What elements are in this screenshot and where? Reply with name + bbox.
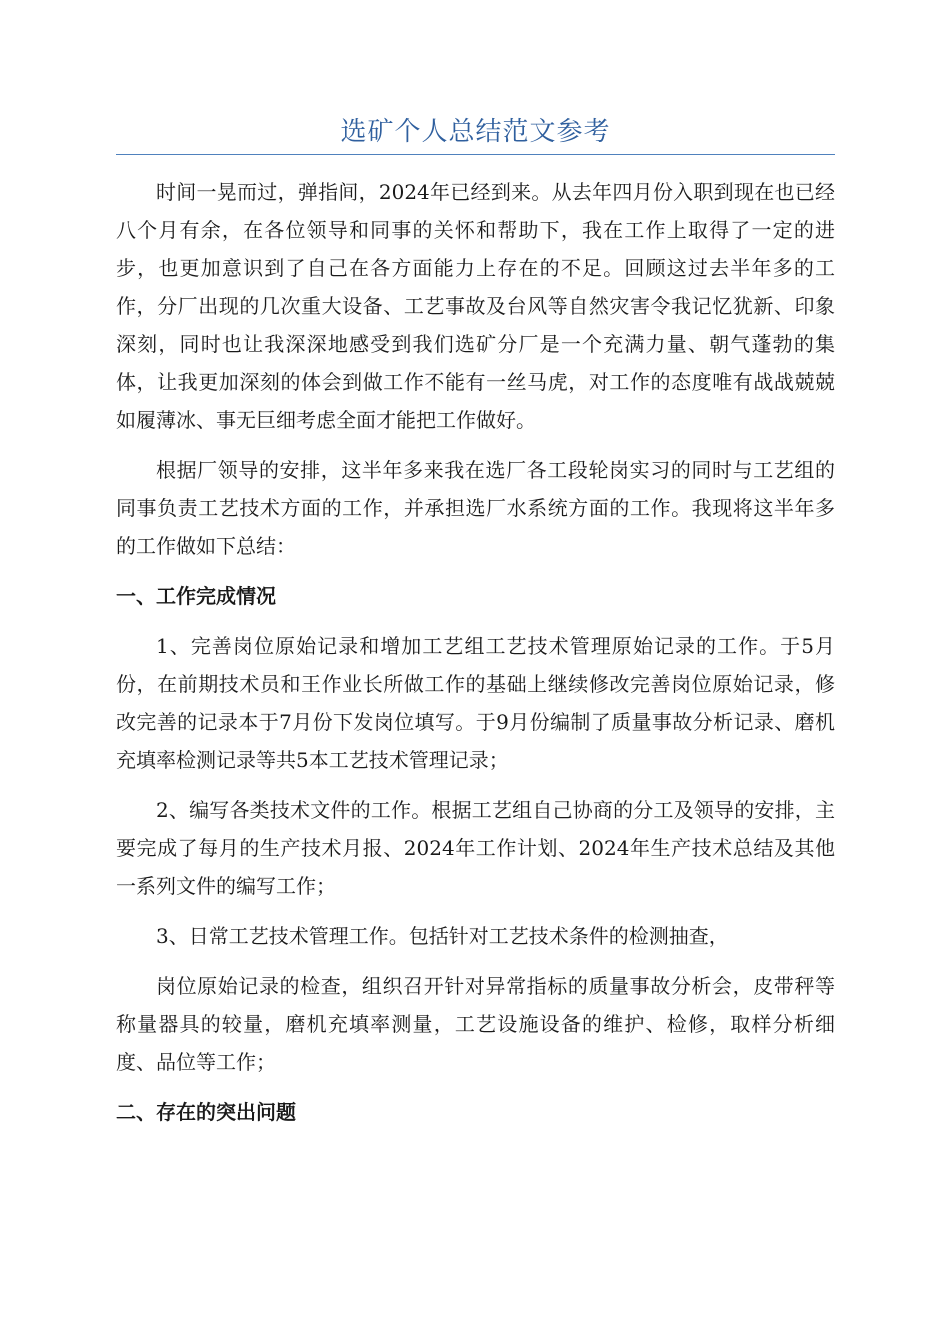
section-heading-problems: 二、存在的突出问题 (116, 1100, 296, 1124)
paragraph-arrangement: 根据厂领导的安排，这半年多来我在选厂各工段轮岗实习的同时与工艺组的同事负责工艺技术方面的工作，并承担选厂水系统方面的工作。我现将这半年多的工作做如下总结： (116, 458, 835, 558)
paragraph-item-2: 2、编写各类技术文件的工作。根据工艺组自己协商的分工及领导的安排，主要完成了每月的生产技术月报、2024年工作计划、2024年生产技术总结及其他一系列文件的编写工作； (116, 798, 835, 898)
document-page (116, 110, 835, 1143)
paragraph-item-3: 3、日常工艺技术管理工作。包括针对工艺技术条件的检测抽查， (156, 924, 729, 948)
paragraph-item-1: 1、完善岗位原始记录和增加工艺组工艺技术管理原始记录的工作。于5月份，在前期技术员和王作业长所做工作的基础上继续修改完善岗位原始记录，修改完善的记录本于7月份下发岗位填写。于9月份编制了质量事故分析记录、磨机充填率检测记录等共5本工艺技术管理记录； (116, 634, 835, 772)
section-heading-work-completed: 一、工作完成情况 (116, 584, 276, 608)
paragraph-item-3-continued: 岗位原始记录的检查，组织召开针对异常指标的质量事故分析会，皮带秤等称量器具的较量，磨机充填率测量，工艺设施设备的维护、检修，取样分析细度、品位等工作； (116, 974, 835, 1074)
document-title: 选矿个人总结范文参考 (340, 117, 611, 147)
paragraph-intro: 时间一晃而过，弹指间，2024年已经到来。从去年四月份入职到现在也已经八个月有余，在各位领导和同事的关怀和帮助下，我在工作上取得了一定的进步，也更加意识到了自己在各方面能力上存在的不足。回顾这过去半年多的工作，分厂出现的几次重大设备、工艺事故及台风等自然灾害令我记忆犹新、印象深刻，同时也让我深深地感受到我们选矿分厂是一个充满力量、朝气蓬勃的集体，让我更加深刻的体会到做工作不能有一丝马虎，对工作的态度唯有战战兢兢如履薄冰、事无巨细考虑全面才能把工作做好。 (116, 180, 835, 432)
title-underline (116, 154, 835, 155)
